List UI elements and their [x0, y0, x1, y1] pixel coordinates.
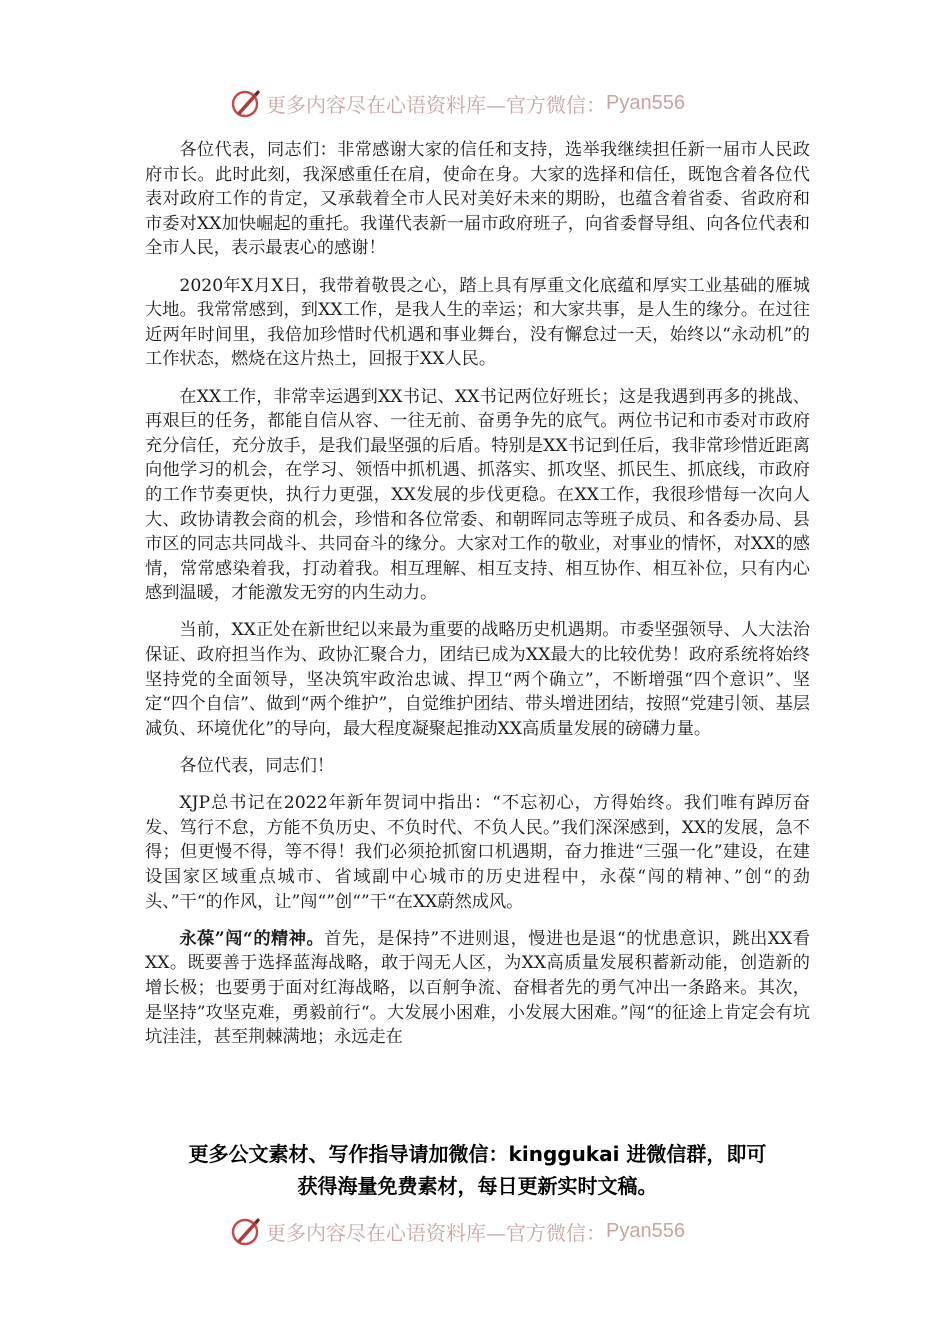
footer-watermark [228, 1214, 685, 1248]
promo-note [145, 1138, 810, 1202]
pen-circle-logo-icon [228, 86, 262, 120]
watermark-text: 更多内容尽在心语资料库—官方微信： [266, 92, 606, 117]
watermark-wechat-id: Pyan556 [606, 1219, 685, 1242]
watermark-text: 更多内容尽在心语资料库—官方微信： [266, 1220, 606, 1245]
paragraph-6: XJP总书记在2022年新年贺词中指出：“不忘初心，方得始终。我们唯有踔厉奋发、笃行不怠，方能不负历史、不负时代、不负人民。”我们深深感到，XX的发展，急不得；但更慢不得，等不得！我们必须抢抓窗口机遇期，奋力推进“三强一化”建设，在建设国家区域重点城市、省域副中心城市的历史进程中，永葆“闯的精神、”创“的劲头、”干“的作风，让”闯“”创“”干“在XX蔚然成风。 [145, 793, 810, 912]
paragraph-7-text: 首先，是保持”不进则退，慢进也是退“的忧患意识，跳出XX看XX。既要善于选择蓝海战略，敢于闯无人区，为XX高质量发展积蓄新动能，创造新的增长极；也要勇于面对红海战略，以百舸争流、奋楫者先的勇气冲出一条路来。其次，是坚持”攻坚克难，勇毅前行“。大发展小困难，小发展大困难。”闯“的征途上肯定会有坑坑洼洼，甚至荆棘满地；永远走在 [145, 928, 810, 1048]
paragraph-3: 在XX工作，非常幸运遇到XX书记、XX书记两位好班长；这是我遇到再多的挑战、再艰巨的任务，都能自信从容、一往无前、奋勇争先的底气。两位书记和市委对市政府充分信任，充分放手，是我们最坚强的后盾。特别是XX书记到任后，我非常珍惜近距离向他学习的机会，在学习、领悟中抓机遇、抓落实、抓攻坚、抓民生、抓底线，市政府的工作节奏更快，执行力更强，XX发展的步伐更稳。在XX工作，我很珍惜每一次向人大、政协请教会商的机会，珍惜和各位常委、和朝晖同志等班子成员、和各委办局、县市区的同志共同战斗、共同奋斗的缘分。大家对工作的敬业，对事业的情怀，对XX的感情，常常感染着我，打动着我。相互理解、相互支持、相互协作、相互补位，只有内心感到温暖，才能激发无穷的内生动力。 [145, 386, 810, 604]
promo-note-line-1: 更多公文素材、写作指导请加微信：kinggukai 进微信群，即可 [188, 1142, 767, 1166]
header-watermark [228, 86, 685, 120]
paragraph-7 [145, 927, 810, 1050]
paragraph-7-bold-lead: 永葆”闯“的精神。 [179, 928, 325, 949]
pen-circle-logo-icon [228, 1214, 262, 1248]
paragraph-2: 2020年X月X日，我带着敬畏之心，踏上具有厚重文化底蕴和厚实工业基础的雁城大地。我常常感到，到XX工作，是我人生的幸运；和大家共事，是人生的缘分。在过往近两年时间里，我倍加珍惜时代机遇和事业舞台，没有懈怠过一天，始终以“永动机”的工作状态，燃烧在这片热土，回报于XX人民。 [145, 275, 810, 370]
document-body [145, 138, 810, 1050]
watermark-wechat-id: Pyan556 [606, 91, 685, 114]
paragraph-1: 各位代表，同志们：非常感谢大家的信任和支持，选举我继续担任新一届市人民政府市长。此时此刻，我深感重任在肩，使命在身。大家的选择和信任，既饱含着各位代表对政府工作的肯定，又承载着全市人民对美好未来的期盼，也蕴含着省委、省政府和市委对XX加快崛起的重托。我谨代表新一届市政府班子，向省委督导组、向各位代表和全市人民，表示最衷心的感谢！ [145, 140, 810, 259]
promo-note-line-2: 获得海量免费素材，每日更新实时文稿。 [297, 1174, 658, 1198]
paragraph-4: 当前，XX正处在新世纪以来最为重要的战略历史机遇期。市委坚强领导、人大法治保证、政府担当作为、政协汇聚合力，团结已成为XX最大的比较优势！政府系统将始终坚持党的全面领导，坚决筑牢政治忠诚、捍卫“两个确立”，不断增强“四个意识”、坚定“四个自信”、做到“两个维护”，自觉维护团结、带头增进团结，按照“党建引领、基层减负、环境优化”的导向，最大程度凝聚起推动XX高质量发展的磅礴力量。 [145, 620, 810, 739]
paragraph-5: 各位代表，同志们！ [179, 756, 335, 777]
